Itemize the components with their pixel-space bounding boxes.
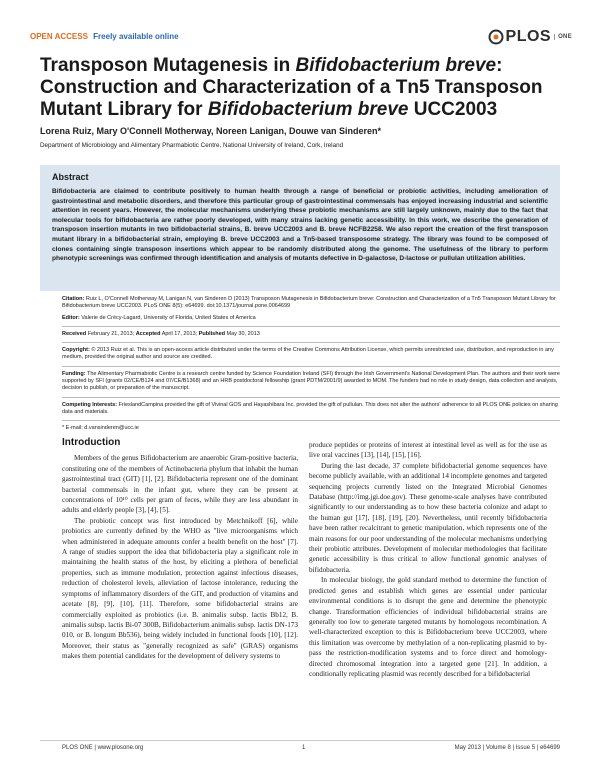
abstract-box (40, 165, 560, 291)
citation: Citation: Ruiz L, O'Connell Motherway M, Lanigan N, van Sinderen D (2013) Transposon Mutagenesis in Bifidobacterium breve: Construction and Characterization of a Tn5 Transposon Mutant Library for Bifidobacterium breve UCC2003. PLoS ONE 8(5): e64699. doi:10.1371/journal.pone.0064699 (62, 296, 556, 310)
funding: Funding: The Alimentary Pharmabiotic Centre is a research centre funded by Science Foundation Ireland (SFI) through the Irish Government's National Development Plan. The authors and their work were supported by SFI (grants 02/CE/B124 and 07/CE/B1368) and an HRB postdoctoral fellowship (grant PDTM/2001/9) awarded to MOM. The funders had no role in study design, data collection and analysis, decision to publish, or preparation of the manuscript. (62, 370, 560, 392)
meta-divider (62, 397, 560, 398)
footer-journal: PLOS ONE | www.plosone.org (62, 745, 144, 751)
freely-available-label: Freely available online (93, 32, 179, 41)
plos-logo-sub: ONE (554, 34, 572, 40)
article-metadata (62, 296, 560, 437)
title-part-2: : Construction and Characterization of a Tn5 Transposon Mutant Library for (40, 55, 543, 120)
meta-divider (62, 342, 560, 343)
body-column-right (309, 440, 547, 679)
author-list: Lorena Ruiz, Mary O'Connell Motherway, Noreen Lanigan, Douwe van Sinderen* (40, 126, 382, 136)
paragraph: produce peptides or proteins of interest at intestinal level as well as for the use as live oral vaccines [13], [14], [15], [16]. (309, 441, 547, 460)
plos-logo-icon (488, 29, 504, 45)
meta-divider (62, 420, 560, 421)
title-italic-2: Bifidobacterium breve (207, 99, 409, 120)
plos-logo-text: PLOS (505, 28, 552, 45)
body-column-left (62, 438, 298, 662)
paragraph: During the last decade, 37 complete bifidobacterial genome sequences have become publicly available, with an additional 14 incomplete genomes and targeted sequencing projects currently listed on the Integrated Microbial Genomes Database (http://img.jgi.doe.gov). These genome-scale analyses have contributed significantly to our understanding as to how these bacteria colonize and adapt to the human gut [17], [18], [19], [20]. Nevertheless, until recently bifidobacteria have been rather recalcitrant to genetic manipulation, which represents one of the main reasons for our poor understanding of the molecular mechanisms underlying their probiotic attributes. Development of molecular methodologies that facilitate genetic accessibility is thus critical to allow functional genomic analyses of bifidobacteria. (309, 461, 547, 574)
open-access-banner (30, 32, 179, 41)
paragraph: Members of the genus Bifidobacterium are anaerobic Gram-positive bacteria, constituting one of the members of Actinobacteria phylum that inhabit the human gastrointestinal tract (GIT) [1], [2]. Bifidobacteria represent one of the dominant bacterial commensals in the infant gut, where they can be present at concentrations of 10¹⁰ cells per gram of feces, while they are less abundant in adults and elderly people [3], [4], [5]. (62, 454, 298, 515)
footer-page-number: 1 (302, 745, 306, 751)
title-part-3: UCC2003 (408, 99, 498, 120)
editor: Editor: Valerie de Crécy-Lagard, University of Florida, United States of America (62, 314, 256, 321)
open-access-label: OPEN ACCESS (30, 32, 88, 41)
title-italic-1: Bifidobacterium breve (295, 55, 497, 76)
meta-divider (62, 366, 560, 367)
title-part-1: Transposon Mutagenesis in (40, 55, 296, 76)
article-title (40, 55, 560, 121)
page-footer (40, 740, 560, 753)
meta-divider (62, 326, 560, 327)
paragraph: In molecular biology, the gold standard method to determine the function of predicted genes and establish which genes are essential under particular environmental conditions is to disrupt the gene and determine the phenotypic change. Transformation efficiencies of individual bifidobacterial strains are generally too low to generate targeted mutants by homologous recombination. A well-characterized exception to this is Bifidobacterium breve UCC2003, where this limitation was overcome by methylation of a non-replicating plasmid to by-pass the restriction-modification systems and to force direct and homology-directed chromosomal integration into a targeted gene [21]. In addition, a conditionally replicating plasmid was recently described for a bifidobacterial (309, 576, 547, 678)
competing-interests: Competing Interests: FrieslandCampina provided the gift of Vivinal GOS and Hayashibara Inc. provided the gift of pullulan. This does not alter the authors' adherence to all PLOS ONE policies on sharing data and materials. (62, 401, 558, 415)
plos-one-logo (488, 28, 572, 46)
copyright: Copyright: © 2013 Ruiz et al. This is an open-access article distributed under the terms of the Creative Commons Attribution License, which permits unrestricted use, distribution, and reproduction in any medium, provided the original author and source are credited. (62, 347, 554, 361)
affiliation: Department of Microbiology and Alimentary Pharmabiotic Centre, National University of Ireland, Cork, Ireland (40, 142, 344, 149)
top-bar (30, 28, 572, 52)
footer-issue: May 2013 | Volume 8 | Issue 5 | e64699 (454, 745, 560, 751)
abstract-text: Bifidobacteria are claimed to contribute positively to human health through a range of beneficial or probiotic activities, including amelioration of gastrointestinal and metabolic disorders, and therefore this particular group of gastrointestinal commensals has enjoyed increasing industrial and scientific attention in recent years. However, the molecular mechanisms underlying these probiotic mechanisms are still largely unknown, mainly due to the fact that molecular tools for bifidobacteria are rather poorly developed, with many strains lacking genetic accessibility. In this work, we describe the generation of transposon insertion mutants in two bifidobacterial strains, B. breve UCC2003 and B. breve NCFB2258. We also report the creation of the first transposon mutant library in a bifidobacterial strain, employing B. breve UCC2003 and a Tn5-based transposome strategy. The library was found to be composed of clones containing single transposon insertions which appear to be randomly distributed along the genome. The usefulness of the library to perform phenotypic screenings was confirmed through identification and analysis of mutants defective in D-galactose, D-lactose or pullulan utilization abilities. (52, 188, 548, 263)
abstract-heading: Abstract (52, 172, 89, 182)
introduction-heading: Introduction (62, 437, 121, 448)
email: * E-mail: d.vansinderen@ucc.ie (62, 425, 139, 432)
dates: Received February 21, 2013; Accepted April 17, 2013; Published May 30, 2013 (62, 330, 260, 337)
paragraph: The probiotic concept was first introduced by Metchnikoff [6], while probiotics are currently defined by the WHO as "live microorganisms which when administered in adequate amounts confer a health benefit on the host" [7]. A range of studies support the idea that bifidobacteria play a significant role in maintaining the health status of the host, by eliciting a plethora of beneficial properties, such as immune modulation, protection against infectious diseases, reduction of cholesterol levels, alleviation of lactose intolerance, reducing the symptoms of inflammatory disorders of the GIT, and production of vitamins and acetate [8], [9], [10], [11]. Therefore, some bifidobacterial strains are commercially exploited as probiotics (i.e. B. animalis subsp. lactis Bb12, B. animalis subsp. lactis Bi-07 300B, Bifidobacterium animalis subsp. lactis DN-173 010, or B. longum Bb536), being widely included in functional foods [10], [12]. Moreover, their status as "generally recognized as safe" (GRAS) organisms makes them potential candidates for the development of delivery systems to (62, 516, 298, 661)
